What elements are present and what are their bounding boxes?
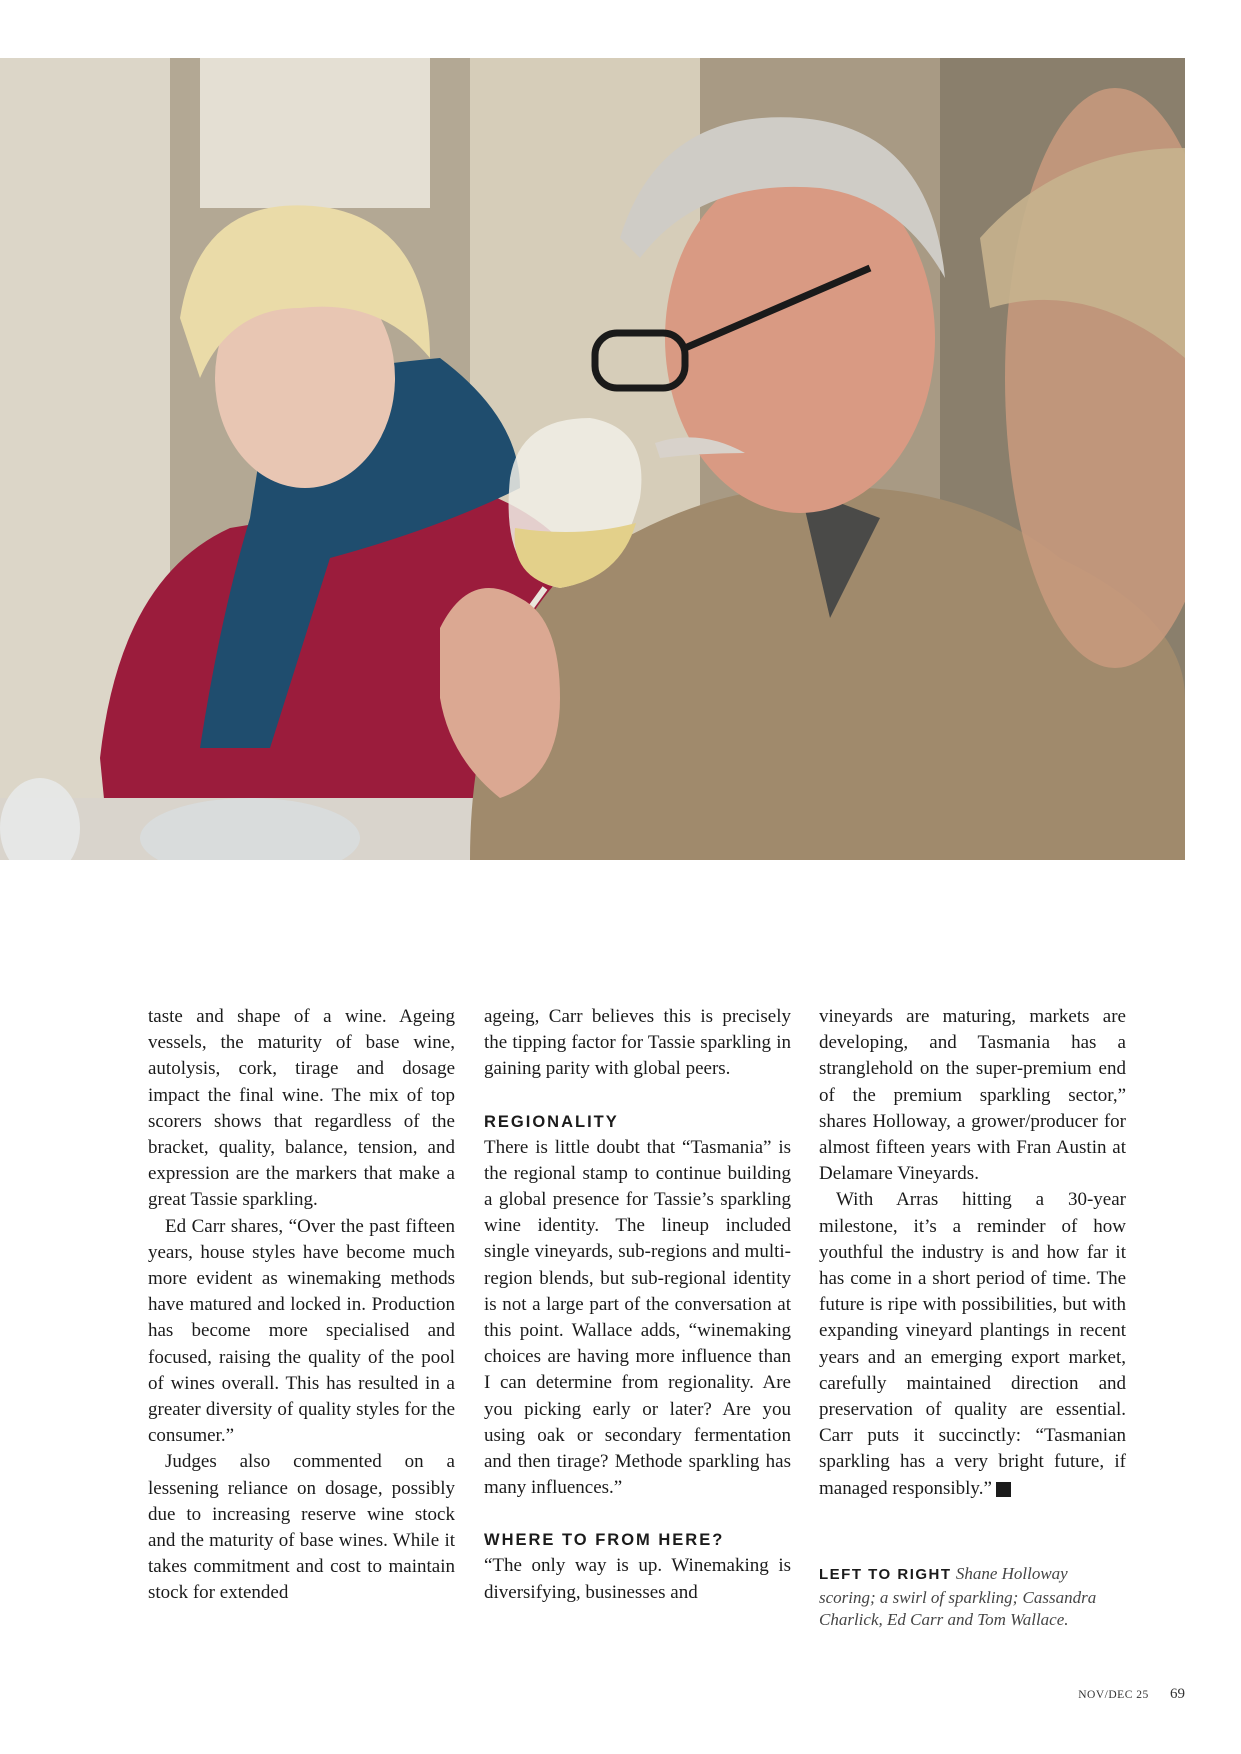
section-heading: WHERE TO FROM HERE? xyxy=(484,1531,725,1550)
issue-date: NOV/DEC 25 xyxy=(1078,1689,1149,1701)
wine-tasting-photo-icon xyxy=(0,58,1185,860)
body-paragraph: “The only way is up. Winemaking is diversifying, businesses and xyxy=(484,1555,791,1603)
body-paragraph xyxy=(819,1187,1126,1501)
section-heading: REGIONALITY xyxy=(484,1112,619,1131)
caption-text: Shane Holloway scoring; a swirl of sparkling; Cassandra Charlick, Ed Carr and Tom Wallace. xyxy=(819,1564,1097,1629)
body-paragraph: There is little doubt that “Tasmania” is the regional stamp to continue building a global presence for Tassie’s sparkling wine identity. The lineup included single vineyards, sub-regions and multi-region blends, but sub-regional identity is not a large part of the conversation at this point. Wallace adds, “winemaking choices are having more influence than I can determine from regionality. Are you picking early or later? Are you using oak or secondary fermentation and then tirage? Methode sparkling has many influences.” xyxy=(484,1136,791,1499)
body-paragraph: ageing, Carr believes this is precisely the tipping factor for Tassie sparkling in gaining parity with global peers. xyxy=(484,1006,791,1080)
body-paragraph: taste and shape of a wine. Ageing vessels, the maturity of base wine, autolysis, cork, tirage and dosage impact the final wine. The mix of top scorers shows that regardless of the bracket, quality, balance, tension, and expression are the markers that make a great Tassie sparkling. xyxy=(148,1006,455,1211)
body-paragraph: vineyards are maturing, markets are developing, and Tasmania has a stranglehold on the super-premium end of the premium sparkling sector,” shares Holloway, a grower/producer for almost fifteen years with Fran Austin at Delamare Vineyards. xyxy=(819,1006,1126,1185)
caption-label: LEFT TO RIGHT xyxy=(819,1566,952,1583)
article-column-2 xyxy=(484,1004,791,1606)
article-column-1 xyxy=(148,1004,455,1607)
page-footer xyxy=(1078,1686,1185,1703)
body-paragraph: Ed Carr shares, “Over the past fifteen years, house styles have become much more evident as winemaking methods have matured and locked in. Production has become more specialised and focused, raising the quality of the pool of wines overall. This has resulted in a greater diversity of quality styles for the consumer.” xyxy=(148,1215,455,1447)
article-photo xyxy=(0,58,1185,860)
end-mark-icon: S xyxy=(996,1482,1011,1497)
article-column-3 xyxy=(819,1004,1126,1502)
body-paragraph: Judges also commented on a lessening reliance on dosage, possibly due to increasing reserve wine stock and the maturity of base wines. While it takes commitment and cost to maintain stock for extended xyxy=(148,1451,455,1604)
body-text: With Arras hitting a 30-year milestone, it’s a reminder of how youthful the industry is and how far it has come in a short period of time. The future is ripe with possibilities, but with expanding vineyard plantings in recent years and an emerging export market, carefully maintained direction and preservation of quality are essential. Carr puts it succinctly: “Tasmanian sparkling has a very bright future, if managed responsibly.” xyxy=(819,1189,1126,1499)
photo-caption xyxy=(819,1563,1126,1632)
page-number: 69 xyxy=(1170,1686,1185,1702)
